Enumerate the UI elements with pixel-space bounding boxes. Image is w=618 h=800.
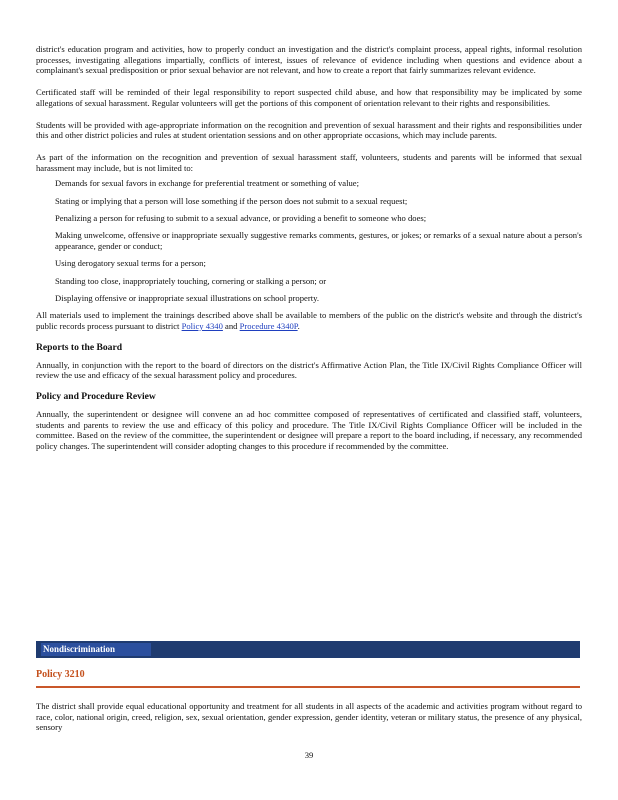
paragraph-materials: All materials used to implement the trainings described above shall be available to members of the public on the district's website and through the district's public records process pursuant to district Policy 4340 and Procedure 4340P. bbox=[36, 310, 582, 331]
paragraph-students: Students will be provided with age-appropriate information on the recognition and prevention of sexual harassment and their rights and responsibilities under this and other district policies and rules at student orientation sessions and on other appropriate occasions, which may include parents. bbox=[36, 119, 582, 141]
list-item: Penalizing a person for refusing to submit to a sexual advance, or providing a benefit to someone who does; bbox=[55, 212, 427, 223]
review-heading: Policy and Procedure Review bbox=[36, 390, 156, 402]
paragraph-review: Annually, the superintendent or designee will convene an ad hoc committee composed of representatives of certificated and classified staff, volunteers, students and parents to review the use and efficacy of this policy and procedure. The Title IX/Civil Rights Compliance Officer will be included in the committee. Based on the review of the committee, the superintendent or designee will prepare a report to the board including, if necessary, any recommended policy changes. The superintendent will consider adopting changes to this procedure if recommended by the committee. bbox=[36, 408, 582, 452]
list-item: Demands for sexual favors in exchange for preferential treatment or something of value; bbox=[55, 178, 360, 189]
paragraph-training-topics: district's education program and activities, how to properly conduct an investigation and the district's complaint process, appeal rights, informal resolution processes, investigating allegations impartially, conflicts of interest, issues of relevance of evidence including when questions and evidence about a complainant's sexual predisposition or prior sexual behavior are not relevant, and how to create a report that fairly summarizes relevant evidence. bbox=[36, 44, 582, 76]
page-number: 39 bbox=[304, 750, 314, 760]
document-body bbox=[36, 44, 582, 452]
paragraph-reports: Annually, in conjunction with the report to the board of directors on the district's Affirmative Action Plan, the Title IX/Civil Rights Compliance Officer will review the use and efficacy of the sexual harassment policy and procedures. bbox=[36, 359, 582, 381]
list-item: Standing too close, inappropriately touching, cornering or stalking a person; or bbox=[55, 275, 327, 286]
paragraph-recognition: As part of the information on the recognition and prevention of sexual harassment staff, volunteers, students and parents will be informed that sexual harassment may include, but is not limited to: bbox=[36, 151, 582, 173]
banner-title: Nondiscrimination bbox=[41, 643, 151, 656]
procedure-4340p-link[interactable]: Procedure 4340P bbox=[239, 320, 298, 331]
paragraph-nondiscrimination: The district shall provide equal educational opportunity and treatment for all students in all aspects of the academic and activities program without regard to race, color, national origin, creed, religion, sex, sexual orientation, gender expression, gender identity, veteran or military status, the presence of any physical, sensory bbox=[36, 701, 582, 733]
paragraph-certificated-staff: Certificated staff will be reminded of their legal responsibility to report suspected child abuse, and how that responsibility may be implicated by some allegations of sexual harassment. Regular volunteers will get the portions of this component of orientation relevant to their rights and responsibilities. bbox=[36, 87, 582, 108]
section-divider bbox=[36, 686, 580, 688]
policy-title: Policy 3210 bbox=[36, 669, 85, 680]
list-item: Stating or implying that a person will lose something if the person does not submit to a sexual request; bbox=[55, 195, 408, 206]
list-item: Displaying offensive or inappropriate sexual illustrations on school property. bbox=[55, 292, 319, 303]
section-banner bbox=[36, 641, 580, 658]
list-item: Making unwelcome, offensive or inappropriate sexually suggestive remarks comments, gestures, or jokes; or remarks of a sexual nature about a person's appearance, gender or conduct; bbox=[55, 230, 582, 251]
reports-heading: Reports to the Board bbox=[36, 341, 123, 353]
policy-4340-link[interactable]: Policy 4340 bbox=[181, 320, 223, 331]
section-body bbox=[36, 701, 582, 733]
harassment-examples-list bbox=[36, 178, 582, 303]
list-item: Using derogatory sexual terms for a person; bbox=[55, 258, 206, 269]
